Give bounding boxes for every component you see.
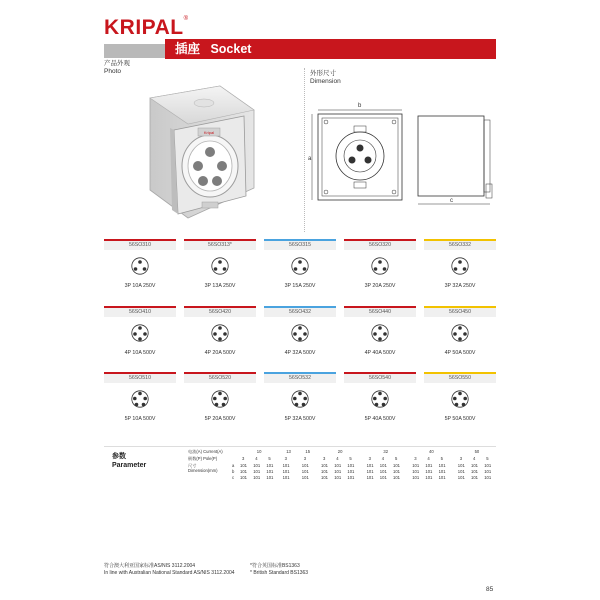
product-code: 56SO320 [344,239,416,250]
dimension-value: 101 [253,463,261,468]
product-spec: 5P 32A 500V [284,416,316,422]
dimension-value: 101 [321,475,328,480]
current-value: 15 [305,449,311,454]
dimension-value: 101 [366,475,374,480]
section-divider [304,68,305,232]
dimension-value: 101 [393,463,400,468]
dimension-letter: b [232,469,235,474]
socket-face-icon [451,324,469,342]
dimension-letter: c [232,475,235,480]
product-spec: 3P 15A 250V [284,283,316,289]
footer-right: *符合英国标准BS1363 * British Standard BS1363 [250,563,309,576]
dimension-value: 101 [425,469,433,474]
dimension-value: 101 [282,463,290,468]
socket-face-icon [451,257,469,275]
dimension-value: 101 [484,463,492,468]
dimension-value: 101 [484,475,492,480]
dimension-value: 101 [471,463,478,468]
param-top-rule [104,446,496,447]
pole-value: 4 [473,456,476,461]
product-spec: 4P 32A 500V [284,350,316,356]
socket-face-icon [131,257,149,275]
socket-face-icon [291,390,309,408]
product-cell [184,372,256,434]
dimension-value: 101 [412,463,420,468]
product-cell [424,372,496,434]
dimension-value: 101 [457,463,465,468]
product-cell [424,239,496,301]
brand-logo: KRIPAL® [104,16,189,39]
pole-value: 4 [336,456,339,461]
current-value: 50 [474,449,480,454]
dimension-value: 101 [321,469,328,474]
product-photo [104,68,292,232]
dimension-value: 101 [240,469,247,474]
dimension-value: 101 [301,469,309,474]
socket-face-icon [291,324,309,342]
pole-value: 3 [323,456,326,461]
product-code: 56SO550 [424,372,496,383]
dimension-value: 101 [301,475,309,480]
product-code: 56SO332 [424,239,496,250]
pole-value: 5 [486,456,489,461]
dimension-value: 101 [366,469,374,474]
dimension-value: 101 [347,469,355,474]
dimension-value: 101 [471,475,478,480]
product-code: 56SO450 [424,306,496,317]
dimension-value: 101 [240,475,247,480]
product-code: 56SO410 [104,306,176,317]
dim-c-label: c [450,198,453,204]
pole-value: 4 [255,456,258,461]
product-code: 56SO510 [104,372,176,383]
title-en: Socket [210,42,252,56]
socket-face-icon [371,324,389,342]
pole-value: 5 [268,456,271,461]
product-code: 56SO315 [264,239,336,250]
socket-face-icon [211,324,229,342]
product-spec: 3P 10A 250V [124,283,156,289]
socket-face-icon [451,390,469,408]
dimension-value: 101 [253,475,261,480]
dimension-value: 101 [301,463,309,468]
pole-value: 3 [368,456,371,461]
product-spec: 3P 13A 250V [204,283,236,289]
device-brand-text: Kripal [203,130,215,135]
dimension-value: 101 [425,475,433,480]
photo-label: 产品外观 Photo [104,60,130,75]
product-cell [264,372,336,434]
current-value: 13 [286,449,291,454]
pole-value: 5 [440,456,443,461]
product-spec: 5P 20A 500V [204,416,236,422]
dimension-value: 101 [412,475,420,480]
product-code: 56SO310 [104,239,176,250]
product-spec: 4P 50A 500V [444,350,476,356]
dimension-value: 101 [366,463,374,468]
dimension-value: 101 [471,469,478,474]
product-spec: 4P 10A 500V [124,350,156,356]
socket-face-icon [291,257,309,275]
dimension-value: 101 [393,469,400,474]
product-cell [424,306,496,368]
product-cell [104,239,176,301]
dimension-row-label-cn: 尺寸 [188,463,197,468]
pole-value: 3 [242,456,245,461]
dimension-value: 101 [266,469,274,474]
dimension-value: 101 [425,463,433,468]
dimension-label: 外形尺寸 Dimension [310,70,341,85]
pole-value: 3 [459,456,463,461]
product-cell [344,372,416,434]
pole-row-label: 极数(P) Pole(P) [188,456,218,461]
dimension-value: 101 [347,463,355,468]
socket-face-icon [211,257,229,275]
page-number: 85 [486,586,494,593]
dimension-value: 101 [253,469,261,474]
dimension-value: 101 [379,463,387,468]
product-code: 56SO520 [184,372,256,383]
current-value: 10 [256,449,262,454]
dimension-value: 101 [379,469,387,474]
title-cn: 插座 [175,42,201,56]
current-value: 40 [429,449,434,454]
product-cell [344,306,416,368]
dimension-value: 101 [240,463,247,468]
dim-b-label: b [358,103,362,109]
pole-value: 3 [303,456,307,461]
socket-face-icon [371,257,389,275]
pole-value: 5 [349,456,352,461]
pole-value: 5 [395,456,398,461]
pole-value: 4 [381,456,385,461]
product-code: 56SO420 [184,306,256,317]
dimension-value: 101 [438,475,446,480]
dimension-value: 101 [282,469,290,474]
dim-a-label: a [308,156,312,162]
current-row-label: 电流(A) Current(A) [188,449,223,454]
product-cell [344,239,416,301]
dimension-value: 101 [321,463,328,468]
dimension-value: 101 [393,475,400,480]
dimension-value: 101 [484,469,492,474]
dimension-value: 101 [266,475,274,480]
pole-value: 3 [284,456,287,461]
dimension-value: 101 [334,463,342,468]
dimension-value: 101 [457,475,465,480]
dimension-letter: a [232,463,235,468]
product-code: 56SO540 [344,372,416,383]
dimension-value: 101 [347,475,355,480]
product-spec: 4P 20A 500V [204,350,236,356]
product-code: 56SO313* [184,239,256,250]
product-code: 56SO432 [264,306,336,317]
dimension-value: 101 [334,475,342,480]
product-spec: 4P 40A 500V [364,350,396,356]
product-code: 56SO440 [344,306,416,317]
product-cell [264,306,336,368]
dimension-value: 101 [438,469,446,474]
product-spec: 5P 10A 500V [124,416,156,422]
product-spec: 3P 32A 250V [444,283,476,289]
dimension-value: 101 [412,469,420,474]
current-value: 20 [337,449,343,454]
parameter-title: 参数 Parameter [112,453,147,469]
product-cell [184,239,256,301]
socket-face-icon [211,390,229,408]
product-spec: 5P 50A 500V [444,416,476,422]
dimension-value: 101 [282,475,290,480]
footer-left: 符合澳大利亚国家标准AS/NIS 3112.2004 In line with Australian National Standard AS/NIS 3112.2004 [104,563,235,576]
pole-value: 4 [427,456,430,461]
dimension-value: 101 [379,475,387,480]
dimension-value: 101 [438,463,446,468]
current-value: 32 [383,449,389,454]
dimension-row-label-en: Dimension(mm) [188,468,218,473]
product-spec: 5P 40A 500V [364,416,396,422]
title-banner [165,39,496,59]
product-cell [184,306,256,368]
socket-face-icon [131,324,149,342]
pole-value: 3 [414,456,417,461]
dimension-value: 101 [457,469,465,474]
dimension-drawing [310,90,496,210]
product-code: 56SO532 [264,372,336,383]
socket-face-icon [131,390,149,408]
socket-face-icon [371,390,389,408]
product-cell [264,239,336,301]
dimension-value: 101 [266,463,274,468]
product-spec: 3P 20A 250V [364,283,396,289]
dimension-value: 101 [334,469,342,474]
product-cell [104,372,176,434]
product-cell [104,306,176,368]
